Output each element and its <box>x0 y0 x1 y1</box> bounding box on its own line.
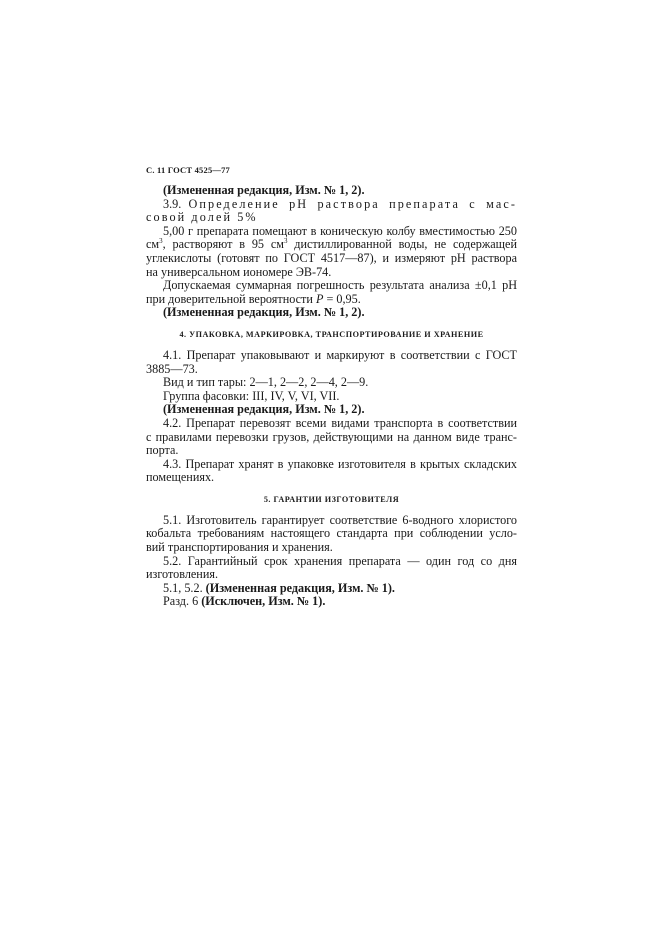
section-5-title: 5. ГАРАНТИИ ИЗГОТОВИТЕЛЯ <box>263 494 400 504</box>
clause-3-9-title-cont: совой долей 5% <box>146 210 258 225</box>
amendment-note <box>146 582 517 596</box>
text-line: Группа фасовки: III, IV, V, VI, VII. <box>163 388 340 403</box>
text-line: 4.2. Препарат перевозят всеми видами транспорта в соответствии <box>163 415 517 430</box>
clause-title-text: Определение рН раствора препарата с мас- <box>188 196 518 211</box>
amendment-note: (Измененная редакция, Изм. № 1, 2). <box>163 402 365 417</box>
text-line: Допускаемая суммарная погрешность результата анализа ±0,1 рН <box>163 278 517 293</box>
text-line: помещениях. <box>146 470 215 485</box>
section-4-title: 4. УПАКОВКА, МАРКИРОВКА, ТРАНСПОРТИРОВАНИЕ И ХРАНЕНИЕ <box>179 329 484 339</box>
text-line: углекислоты (готовят по ГОСТ 4517—87), и измеряют рН раствора <box>146 250 517 265</box>
document-body <box>146 184 517 609</box>
text-fragment: , растворяют в 95 см <box>162 237 284 252</box>
text-fragment: дистиллированной воды, не содержащей <box>287 237 517 252</box>
text-fragment: = 0,95. <box>323 291 361 306</box>
text-line: вий транспортирования и хранения. <box>146 540 333 555</box>
unit: см <box>146 237 160 252</box>
amendment-bold: (Исключен, Изм. № 1). <box>201 594 326 609</box>
clause-number: 3.9. <box>163 196 189 211</box>
text-line: изготовления. <box>146 567 219 582</box>
page-header: С. 11 ГОСТ 4525—77 <box>146 165 230 175</box>
amendment-note: (Измененная редакция, Изм. № 1, 2). <box>163 183 365 197</box>
superscript: 3 <box>283 237 288 246</box>
text-line <box>146 293 517 307</box>
text-fragment: Разд. 6 <box>163 594 202 609</box>
text-line: 5,00 г препарата помещают в коническую колбу вместимостью 250 <box>163 223 517 238</box>
amendment-bold: (Измененная редакция, Изм. № 1). <box>205 580 395 595</box>
text-line: кобальта требованиям настоящего стандарта при соблюдении усло- <box>146 526 517 541</box>
text-line: с правилами перевозки грузов, действующими на данном виде транс- <box>146 429 517 444</box>
text-line: 4.3. Препарат хранят в упаковке изготовителя в крытых складских <box>163 456 517 471</box>
text-line: 5.2. Гарантийный срок хранения препарата — один год со дня <box>163 553 517 568</box>
text-fragment: 5.1, 5.2. <box>163 580 206 595</box>
text-line: 4.1. Препарат упаковывают и маркируют в соответствии с ГОСТ <box>163 347 517 362</box>
amendment-note <box>146 595 517 609</box>
amendment-note: (Измененная редакция, Изм. № 1, 2). <box>163 305 365 320</box>
text-line: порта. <box>146 443 179 458</box>
text-line <box>146 238 517 252</box>
text-line: 5.1. Изготовитель гарантирует соответствие 6-водного хлористого <box>163 512 517 527</box>
clause-3-9-title <box>146 198 517 212</box>
superscript: 3 <box>159 237 163 246</box>
text-line: 3885—73. <box>146 361 198 376</box>
symbol-p: Р <box>315 291 324 306</box>
text-line: Вид и тип тары: 2—1, 2—2, 2—4, 2—9. <box>163 375 369 390</box>
text-line: на универсальном иономере ЭВ-74. <box>146 264 332 279</box>
text-fragment: при доверительной вероятности <box>146 291 316 306</box>
